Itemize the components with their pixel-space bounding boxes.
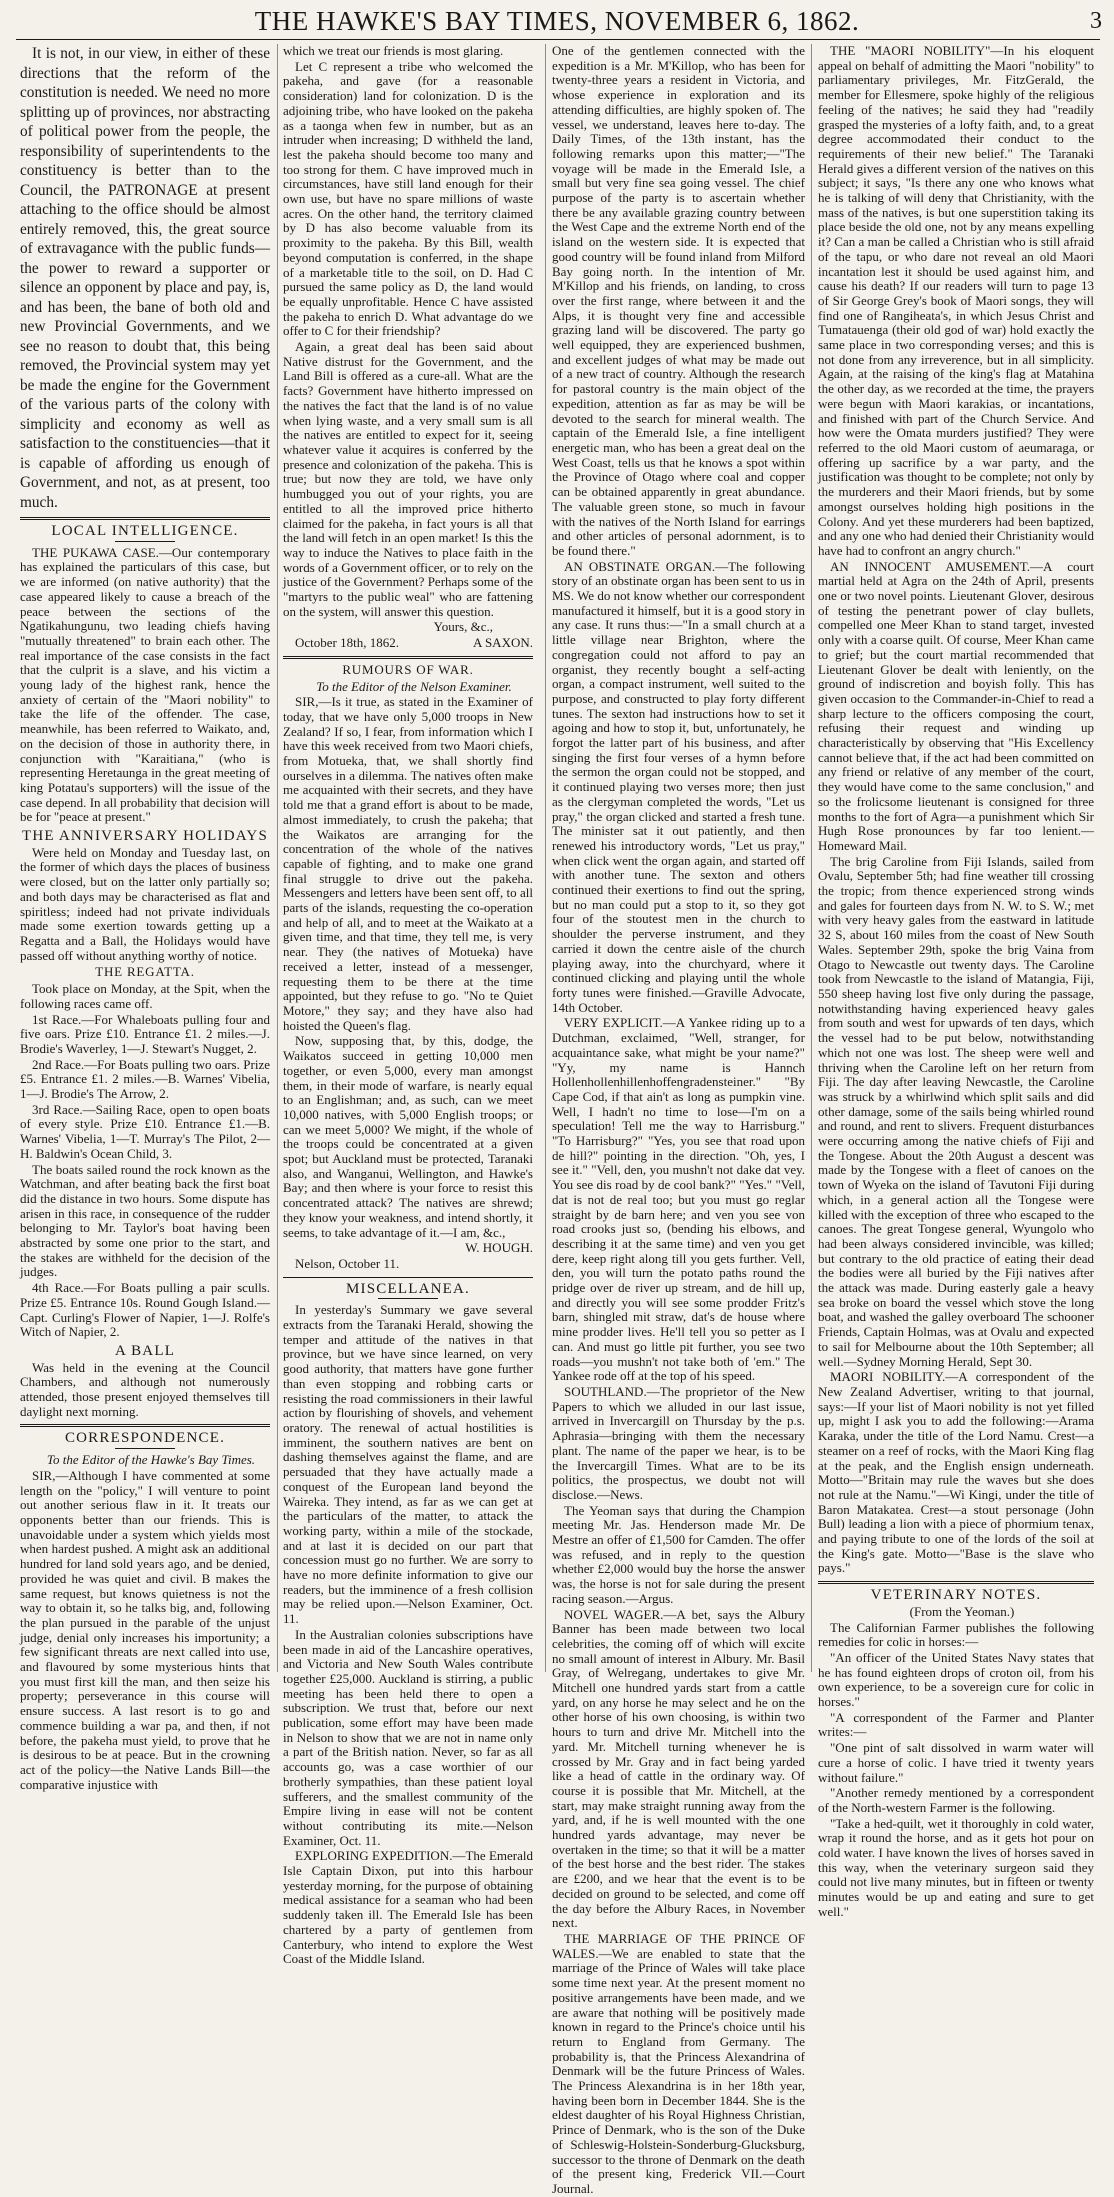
letter-body: SIR,—Although I have commented at some length on the "policy," I will venture to point out another serious flaw in it. It treats our opponents better than our friends. This is unavoidable under a system which yields most when hardest pushed. A might ask an additional hundred for land sold years ago, and be denied, provided he was quiet and civil. B makes the same request, but knows quietness is not the way to obtain it, so he talks big, and, following the plan pursued in the parable of the unjust judge, denial only increases his importunity; a few significant threats are next called into use, and flavoured by some mysterious hints that you must first kill the man, and then seize his property; perseverance in this course will ensure success. A last resort is to go and commence building a war pa, and then, if not before, the pakeha must yield, to prove that he is desirous to be at peace. But in the crowning act of the policy—the Native Lands Bill—the comparative injustice with: [20, 1467, 270, 1792]
veterinary-item: The Californian Farmer publishes the following remedies for colic in horses:—: [818, 1619, 1094, 1650]
rumours-heading: RUMOURS OF WAR.: [342, 661, 474, 677]
veterinary-item: "One pint of salt dissolved in warm water will cure a horse of colic. I have tried it twenty years without failure.": [818, 1740, 1094, 1785]
misc-item: AN OBSTINATE ORGAN.—The following story of an obstinate organ has been sent to us in MS. We do not know whether our correspondent manufactured it himself, but it is a good story in any case. It runs thus:—"In a small church at a little village near Brighton, where the congregation could not afford to pay an organist, they recently bought a self-acting organ, a compact instrument, well suited to the purpose, and constructed to play forty different tunes. The sexton had instructions how to set it agoing and how to stop it, but, unfortunately, he forgot the latter part of his business, and after singing the first four verses of a hymn before the sermon the organ could not be stopped, and it continued playing two verses more; then just as the clergyman completed the words, "Let us pray," the organ clicked and started a fresh tune. The minister sat it out patiently, and then renewed his introductory words, "Let us pray," when click went the organ again, and started off with another tune. The sexton and others continued their exertions to find out the spring, but no man could put a stop to it, so they got four of the stoutest men in the church to shoulder the perverse instrument, and they carried it down the centre aisle of the church playing away, into the churchyard, where it continued clicking and playing until the whole forty tunes were finished.—Graville Advocate, 14th October.: [552, 558, 805, 1015]
section-rule: [818, 1581, 1094, 1584]
short-rule: [115, 541, 175, 542]
column-1: [20, 44, 270, 1792]
veterinary-item: "Take a hed-quilt, wet it thoroughly in cold water, wrap it round the horse, and as it gets hot pour on cold water. I have known the lives of horses saved in this way, when the veterinary surgeon said they could not live many minutes, but in fifteen or twenty minutes would be up and eating and sure to get well.": [818, 1815, 1094, 1919]
misc-item: MAORI NOBILITY.—A correspondent of the New Zealand Advertiser, writing to that journal, says:—If your list of Maori nobility is not yet filled up, might I ask you to add the following:—Arama Karaka, under the title of the Lord Namu. Crest—a steamer on a reef of rocks, with the Maori King flag at the peak, and the English ensign underneath. Motto—"Britain may rule the waves but she does not rule at the Namu."—Wi Kingi, under the title of Baron Matakatea. Crest—a stout personage (John Bull) leading a lion with a piece of phormium tenax, and paying tribute to one of the lords of the soil at the King's gate. Motto—"Base is the slave who pays.": [818, 1369, 1094, 1576]
race-result: 3rd Race.—Sailing Race, open to open boats of every style. Prize £10. Entrance £1.—B. Warnes' Vibelia, 1—T. Murray's The Pilot, 2—H. Baldwin's Ocean Child, 3.: [20, 1101, 270, 1161]
veterinary-item: "Another remedy mentioned by a correspondent of the North-western Farmer is the following.: [818, 1785, 1094, 1815]
holidays-article: Were held on Monday and Tuesday last, on the former of which days the places of business were closed, but on the latter only partially so; and both days may be characterised as flat and spiritless; indeed had not private individuals made some exertion towards getting up a Regatta and a Ball, the Holidays would have passed off without anything worthy of notice.: [20, 844, 270, 963]
veterinary-item: "An officer of the United States Navy states that he has found eighteen drops of croton oil, from his own experience, to be a sovereign cure for colic in horses.": [818, 1649, 1094, 1710]
section-rule: [283, 656, 533, 659]
column-divider: [811, 44, 812, 1672]
column-3: [552, 43, 805, 2196]
veterinary-item: "A correspondent of the Farmer and Planter writes:—: [818, 1709, 1094, 1740]
misc-item: AN INNOCENT AMUSEMENT.—A court martial held at Agra on the 24th of April, presents one or two novel points. Lieutenant Glover, desirous of testing the penetrant power of clay bullets, compelled one Meer Khan to stand target, invested only with a coarse quilt. Of course, Meer Khan came to grief; but the court martial recommended that Lieutenant Glover be dealt with leniently, on the ground of indiscretion and boyish folly. This has given occasion to the Commander-in-Chief to read a sharp lecture to the officers composing the court, refusing their request and winding up characteristically by observing that "His Excellency cannot believe that, if the act had been committed on any friend or relative of any member of the court, they would have come to the same conclusion," and so the frolicsome lieutenant is consigned for three months to the fort of Agra—a punishment which Sir Hugh Rose pronounces by far too lenient.—Homeward Mail.: [818, 558, 1094, 853]
section-rule: [20, 1424, 270, 1427]
newspaper-title: THE HAWKE'S BAY TIMES, NOVEMBER 6, 1862.: [254, 6, 860, 36]
column-4: [818, 43, 1094, 1919]
ball-heading: A BALL: [114, 1342, 176, 1359]
ball-article: Was held in the evening at the Council Chambers, and although not numerously attended, those present enjoyed themselves till daylight next morning.: [20, 1359, 270, 1419]
miscellanea-heading: MISCELLANEA.: [346, 1280, 470, 1297]
short-rule: [115, 1448, 175, 1449]
letter-salutation: To the Editor of the Nelson Examiner.: [316, 678, 512, 694]
letter-closing: Yours, &c.,: [433, 619, 493, 635]
misc-item: THE MARRIAGE OF THE PRINCE OF WALES.—We are enabled to state that the marriage of the Prince of Wales will take place some time next year. At the present moment no positive arrangements have been made, and we are aware that nothing will be positively made known in regard to the Prince's choice until his return to England from Germany. The probability is, that the Princess Alexandrina of Denmark will be the future Princess of Wales. The Princess Alexandrina is in her 18th year, having been born in December 1844. She is the eldest daughter of his Royal Highness Christian, Prince of Denmark, who is the son of the Duke of Schleswig-Holstein-Sonderburg-Glucksburg, successor to the throne of Denmark on the death of the present king, Frederick VII.—Court Journal.: [552, 1931, 805, 2196]
local-intelligence-heading: LOCAL INTELLIGENCE.: [51, 523, 239, 539]
letter-date: Nelson, October 11.: [295, 1255, 400, 1271]
veterinary-source: (From the Yeoman.): [909, 1603, 1015, 1619]
letter-salutation: To the Editor of the Hawke's Bay Times.: [46, 1452, 256, 1468]
misc-item: One of the gentlemen connected with the expedition is a Mr. M'Killop, who has been for twenty-three years a resident in Victoria, and whose experience in exploration and its attending difficulties, are highly spoken of. The vessel, we understand, leaves here to-day. The Daily Times, of the 13th instant, has the following remarks upon this matter;—"The voyage will be made in the Emerald Isle, a small but very fine sea going vessel. The chief purpose of the party is to ascertain whether there be any available grazing country between the West Cape and the extreme North end of the island on the western side. It is expected that good country will be found inland from Milford Bay going north. In the intention of Mr. M'Killop and his friends, on landing, to cross over the first range, where between it and the Alps, it is thought very fine and accessible grazing land will be discovered. The party go well equipped, they are experienced bushmen, and excellent judges of what may be made out of a new tract of country. Although the research for pastoral country is the main object of the expedition, attention as far as may be will be devoted to the search for mineral wealth. The captain of the Emerald Isle, a fine intelligent energetic man, who has been a great deal on the West Coast, tells us that he knows a spot within the Province of Otago where coal and copper can be obtained apparently in great abundance. The valuable green stone, so much in favour with the natives of the North Island for earrings and other articles of personal adornment, is to be found there.": [552, 43, 805, 558]
regatta-intro: Took place on Monday, at the Spit, when the following races came off.: [20, 981, 270, 1011]
misc-item: The Yeoman says that during the Champion meeting Mr. Jas. Henderson made Mr. De Mestre an offer of £1,500 for Camden. The offer was refused, and in reply to the question whether £2,000 would buy the horse the answer was, the horse is not for sale during the present racing season.—Argus.: [552, 1502, 805, 1606]
misc-item: In yesterday's Summary we gave several extracts from the Taranaki Herald, showing the temper and attitude of the natives in that province, but we have since learned, on very good authority, that matters have gone further than even stopping and robbing carts or resisting the road commissioners in their lawful action by flourishing of shovels, and vehement oratory. The renewal of actual hostilities is imminent, the southern natives are bent on dashing themselves against the flame, and are persuaded that they have actually made a conquest of the European land beyond the Waireka. They intend, as far as we can get at the particulars of the matter, to attack the working party, within a mile of the stockade, and at last it is decided on our part that concession must go no further. We are sorry to have no more definite information to give our readers, but the imminence of a fresh collision may be relied upon.—Nelson Examiner, Oct. 11.: [283, 1302, 533, 1627]
letter-date: [283, 636, 533, 651]
column-2: [283, 43, 533, 1967]
race-result: 4th Race.—For Boats pulling a pair sculls. Prize £5. Entrance 10s. Round Gough Island.—Capt. Curling's Flower of Napier, 1—J. Rolfe's Witch of Napier, 2.: [20, 1280, 270, 1340]
section-rule: [20, 517, 270, 520]
misc-item: NOVEL WAGER.—A bet, says the Albury Banner has been made between two local celebrities, the coming off of which will excite no small amount of interest in Albury. Mr. Basil Gray, of Welregang, undertakes to give Mr. Mitchell one hundred yards start from a cattle yard, on any horse he may select and he on the other horse of his own choosing, is within two hours to turn and drive Mr. Mitchell into the yard. Mr. Mitchell turning whenever he is crossed by Mr. Gray and in fact being yarded like a head of cattle in the ordinary way. Of course it is possible that Mr. Mitchell, at the start, may make straight running away from the yard, and, if he is well mounted with the one hundred yards advantage, may never be overtaken in the time; so that it will be a matter of the best horse and the best rider. The stakes are £200, and we hear that the event is to be decided on ground to be selected, and come off the day before the Albury Races, in November next.: [552, 1606, 805, 1931]
page-number: 3: [1090, 8, 1102, 34]
editorial-conclusion: [20, 44, 270, 512]
letter-continuation: Again, a great deal has been said about Native distrust for the Government, and the Land Bill is offered as a cure-all. What are the facts? Government have hitherto impressed on the natives the fact that the land is of no value when lying waste, and a very small sum is all the natives are entitled to expect for it, seeing whatever value it acquires is conferred by the presence and colonization of the pakeha. This is true; but now they are told, we have only humbugged you out of your rights, you are entitled to all the improved price hitherto claimed for the pakeha, in fact yours is all that the land will fetch in an open market! Is this the way to induce the Natives to place faith in the words of a Government officer, or to rely on the justice of the Government? Perhaps some of the "martyrs to the public weal" who are fattening on the system, will answer this question.: [283, 339, 533, 619]
misc-item: The brig Caroline from Fiji Islands, sailed from Ovalu, September 5th; had fine weather till crossing the tropic; from thence experienced strong winds and gales for fourteen days from N. W. to S. W.; met with very heavy gales from the eastward in latitude 32 S, about 160 miles from the coast of New South Wales. September 29th, spoke the brig Vaina from Otago to Newcastle out twenty days. The Caroline took from Newcastle to the island of Matangia, Fiji, 550 sheep having lost five only during the passage, notwithstanding having experienced heavy gales from south and west for upwards of ten days, which the vessel had to be put below, notwithstanding which not one was lost. The sheep were well and thriving when the Caroline left on her return from Fiji. The day after leaving Newcastle, the Caroline was struck by a whirlwind which split sails and did other damage, some of the sails being whirled round and round, and rent to slivers. Frequent disturbances were occurring among the native chiefs of Fiji and the Tongese. About the 20th August a descent was made by the Tongese with a fleet of canoes on the town of Wyeka on the island of Tavutoni Fiji during which, in a general action all the Tongese were killed with the exception of three who escaped to the canoes. The great Tongese general, Wyungolo who had been always considered invincible, was killed; but contrary to the old practice of eating their dead the bodies were all buried by the Fiji natives after the attack was made. During easterly gale a heavy sea broke on board the vessel which stove the long boat, and washed the galley overboard The schooner Friends, Captain Holmas, was at Ovalu and expected to sail for Melbourne about the 10th September; all well.—Sydney Morning Herald, Sept 30.: [818, 853, 1094, 1369]
rumours-letter: Now, supposing that, by this, dodge, the Waikatos succeed in getting 10,000 men together, or even 5,000, every man amongst them, in their mode of warfare, is nearly equal to an Englishman; and, as such, can we meet 10,000 natives, with 5,000 English troops; or can we meet 5,000? We might, if the whole of the troops could be concentrated at a given spot; but Auckland must be protected, Taranaki also, and Wanganui, Wellington, and Hawke's Bay; and then where is your force to resist this concentrated attack? The natives are shrewd; they know your weakness, and intend shortly, it seems, to take advantage of it.—I am, &c.,: [283, 1033, 533, 1240]
veterinary-heading: VETERINARY NOTES.: [870, 1587, 1042, 1604]
letter-continuation: which we treat our friends is most glaring.: [283, 43, 504, 58]
misc-item: THE "MAORI NOBILITY"—In his eloquent appeal on behalf of admitting the Maori "nobility" to parliamentary privileges, Mr. FitzGerald, the member for Ellesmere, spoke highly of the religious feeling of the natives; he said they had "readily grasped the mysteries of a lofty faith, and, to a great degree accommodated their conduct to the requirements of their new belief." The Taranaki Herald gives a different version of the natives on this subject; it says, "Is there any one who knows what he is talking of will deny that Christianity, with the mass of the natives, is but one superstition taking its place beside the old one, not by any means expelling it? Can a man be called a Christian who is still afraid of the tapu, or who dare not reveal an old Maori incantation lest it should be used against him, and cause his death? If our readers will turn to page 13 of Sir George Grey's book of Maori songs, they will find one of Rangiheata's, in which Jesus Christ and Tumatauenga (their old god of war) hold exactly the same place in two corresponding verses; and this is not done from any irreverence, but in all simplicity. Again, at the raising of the king's flag at Matahina the other day, as we recorded at the time, the prayers were begun with Maori karakias, or incantations, and finished with part of the Church Service. And how were the Omata murders justified? They were referred to the old Maori custom of aeumaraga, or offering up sacrifice by a war party, and the justification was thought to be complete; not only by the murderers and their Maori friends, but by some amongst ourselves holding high positions in the Colony. And yet these murderers had been baptized, and any one who had denied their Christianity would have had to confront an angry church.": [818, 43, 1094, 558]
race-result: The boats sailed round the rock known as the Watchman, and after beating back the first boat did the distance in two hours. Some dispute has arisen in this race, in consequence of the rudder belonging to Mr. Taylor's boat having been abstracted by some one prior to the start, and the stakes are withheld for the decision of the judges.: [20, 1161, 270, 1280]
column-divider: [545, 44, 546, 1672]
holidays-heading: THE ANNIVERSARY HOLIDAYS: [21, 828, 269, 845]
misc-item: In the Australian colonies subscriptions have been made in aid of the Lancashire operatives, and Victoria and New South Wales contribute together £25,000. Auckland is stirring, a public meeting has been held there to open a subscription. We trust that, before our next publication, some effort may have been made in Nelson to show that we are not in name only a part of the British nation. Never, so far as all accounts go, was a case worthier of our brotherly sympathies, than these patient loyal sufferers, and the smallest community of the Empire living in ease will not be content without contributing its mite.—Nelson Examiner, Oct. 11.: [283, 1626, 533, 1848]
rumours-letter: SIR,—Is it true, as stated in the Examiner of today, that we have only 5,000 troops in New Zealand? If so, I fear, from information which I have this week received from two Maori chiefs, from Motueka, that, we shall shortly find ourselves in a dilemma. The natives often make me acquainted with their secrets, and they have told me that a grand effort is about to be made, almost immediately, to crush the pakeha; that the Waikatos are arranging for the concentration of the whole of the natives capable of fighting, and to make one grand final struggle to drive out the pakeha. Messengers and letters have been sent off, to all parts of the islands, requesting the co-operation and help of all, and to meet at the Waikato at a given time, and that time, they tell me, is very near. They (the natives of Motueka) have received a letter, instead of a messenger, requesting them to be there at the time appointed, but they refuse to go. "No te Quiet Motore," they say; and they have also had hoisted the Queen's flag.: [283, 694, 533, 1033]
misc-item: SOUTHLAND.—The proprietor of the New Papers to which we alluded in our last issue, arrived in Invercargill on Thursday by the p.s. Aphrasia—bringing with them the necessary plant. The name of the paper we hear, is to be the Invercargill Times. What are to be its politics, the prospectus, we doubt not will disclose.—News.: [552, 1383, 805, 1502]
pukawa-case-article: THE PUKAWA CASE.—Our contemporary has explained the particulars of this case, but we are informed (on native authority) that the case appeared likely to cause a breach of the peace between the sections of the Ngatikahungunu, two leading chiefs having "mutually threatened" to brain each other. The real importance of the case consists in the fact that the culprit is a slave, and his victim a young lady of the highest rank, hence the anxiety of certain of the "Maori nobility" to take the life of the offender. The case, meanwhile, has been referred to Waikato, and, on the decision of those in authority there, in conjunction with "Karaitiana," (who is representing Heretaunga in the great meeting of king Potatau's supporters) will the issue of the case depend. In all probability that decision will be for "peace at present.": [20, 544, 270, 825]
section-rule: [283, 1277, 533, 1278]
masthead: [0, 6, 1114, 36]
race-result: 2nd Race.—For Boats pulling two oars. Prize £5. Entrance £1. 2 miles.—B. Warnes' Vibelia, 1—J. Brodie's The Arrow, 2.: [20, 1056, 270, 1102]
short-rule: [378, 1298, 438, 1299]
letter-date-text: October 18th, 1862.: [295, 635, 399, 651]
misc-item: EXPLORING EXPEDITION.—The Emerald Isle Captain Dixon, put into this harbour yesterday morning, for the purpose of obtaining medical assistance for a seaman who had been suddenly taken ill. The Emerald Isle has been chartered by a party of gentlemen from Canterbury, who intend to explore the West Coast of the Middle Island.: [283, 1848, 533, 1967]
misc-item: VERY EXPLICIT.—A Yankee riding up to a Dutchman, exclaimed, "Well, stranger, for acquaintance sake, what might be your name?" "Yy, my name is Hannch Hollenhollenhillenhoffengradensteiner." "By Cape Cod, if that ain't as long as pumpkin vine. Well, I hadn't no time to lose—I'm on a speculation! Tell me the way to Harrisburg." "To Harrisburg?" "Yes, you see that road upon de hill?" pointing in the direction. "Oh, yes, I see it." "Vell, den, you mushn't not dake dat vey. You see dis road by de cool bank?" "Yes." "Vell, dat is not de real too; but you must go reglar straight by de barn here; and ven you see von road crooks just so, (bending his elbows, and describing it at the same time) and ven you get dere, keep right along till you gets further. Vell, den, you will turn the potato paths round the pridge over de river up stream, and de hill up, and directly you will see some prodder Fritz's barn, shingled mit straw, dat's de house where mine prodder lives. He'll tell you so petter as I can. And must go little pit further, you see two roads—you mushn't not take both of 'em." The Yankee rode off at the top of his speed.: [552, 1015, 805, 1384]
correspondence-heading: CORRESPONDENCE.: [64, 1430, 226, 1447]
letter-continuation: Let C represent a tribe who welcomed the pakeha, and gave (for a reasonable consideration) land for colonization. D is the adjoining tribe, who have looked on the pakeha as a taonga when few in number, but as an intruder when increasing; D withheld the land, lest the pakeha should become too many and too strong for them. C have improved much in circumstances, have still land enough for their own use, but have no spare millions of waste acres. On the other hand, the territory claimed by D has also become valuable from its proximity to the pakeha. By this Bill, wealth beyond computation is conferred, in the shape of a marketable title to the soil, on D. Had C pursued the same policy as D, the land would be equally unprofitable. Hence C have assisted the pakeha to enrich D. What advantage do we offer to C for their friendship?: [283, 58, 533, 339]
race-result: 1st Race.—For Whaleboats pulling four and five oars. Prize £10. Entrance £1. 2 miles.—J. Brodie's Waverley, 1—J. Stewart's Nugget, 2.: [20, 1011, 270, 1056]
masthead-rule: [16, 39, 1100, 40]
letter-signature: W. HOUGH.: [465, 1240, 533, 1256]
letter-signature: A SAXON.: [473, 635, 533, 651]
column-divider: [277, 44, 278, 1672]
regatta-heading: THE REGATTA.: [95, 964, 195, 980]
editorial-text: It is not, in our view, in either of these directions that the reform of the constitution is needed. We need no more splitting up of provinces, nor abstracting of political power from the people, the responsibility of superintendents to the constituency is better than to the Council, the PATRONAGE at present attaching to the office should be almost entirely removed, this, the great source of extravagance with the public funds—the power to reward a supporter or silence an opponent by place and pay, is, and has been, the bane of both old and new Provincial Governments, and we see no reason to doubt that, this being removed, the Provincial system may yet be made the engine for the Government of the various parts of the colony with simplicity and economy as well as satisfaction to the constituencies—that it is capable of affording us enough of Government, and not, as at present, too much.: [20, 45, 270, 511]
